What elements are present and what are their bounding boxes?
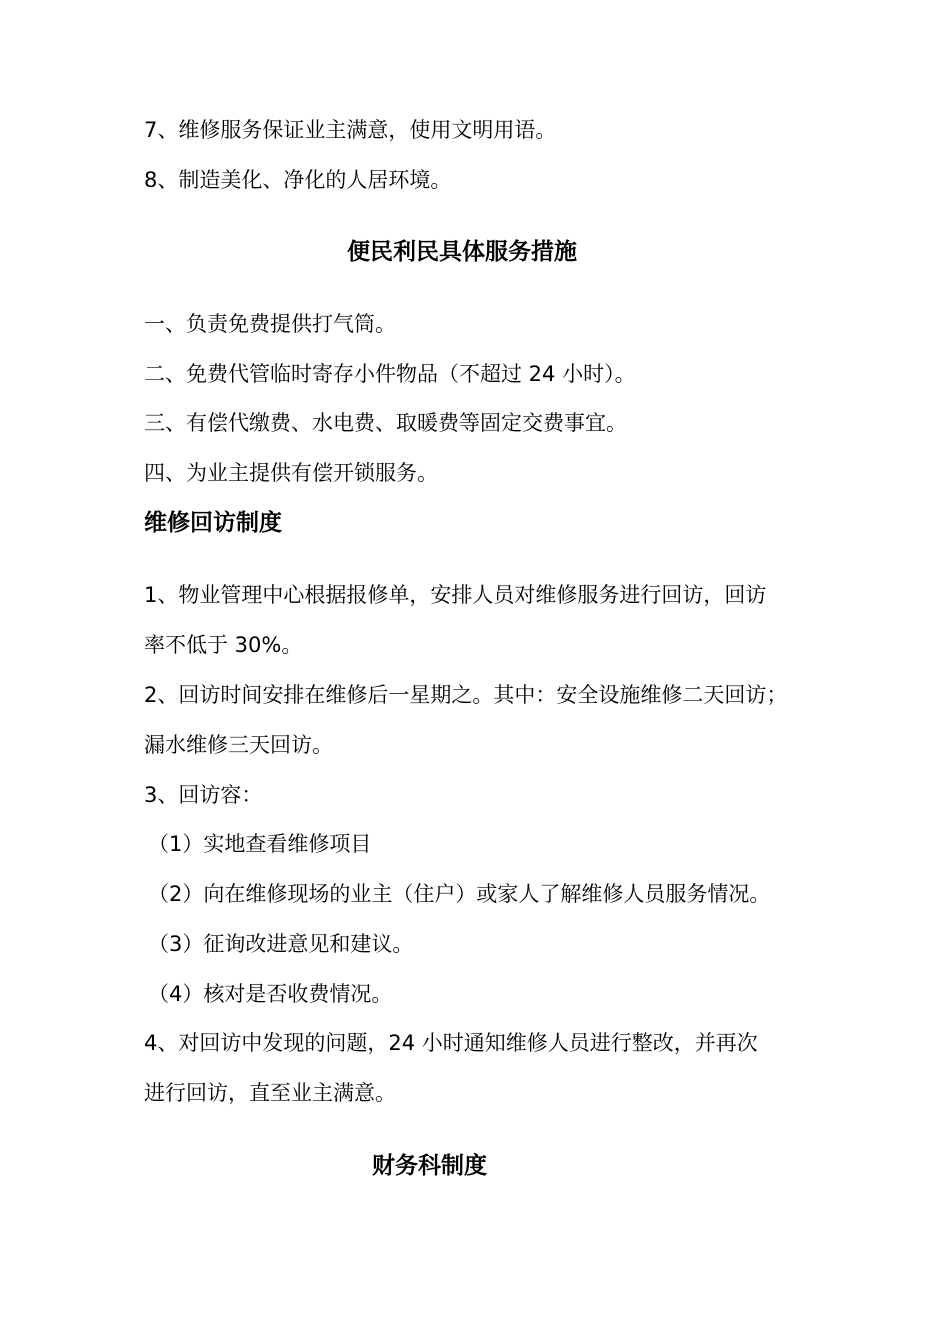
section-title-finance: 财务科制度 bbox=[372, 1153, 487, 1179]
followup-subitem-2: （2）向在维修现场的业主（住户）或家人了解维修人员服务情况。 bbox=[148, 882, 771, 906]
followup-line-4-cont: 进行回访，直至业主满意。 bbox=[144, 1081, 396, 1105]
followup-line-2-cont: 漏水维修三天回访。 bbox=[144, 733, 333, 757]
followup-subitem-3: （3）征询改进意见和建议。 bbox=[148, 932, 414, 956]
service-item-4: 四、为业主提供有偿开锁服务。 bbox=[144, 461, 438, 485]
followup-line-2: 2、回访时间安排在维修后一星期之。其中：安全设施维修二天回访； bbox=[144, 683, 788, 707]
followup-line-1: 1、物业管理中心根据报修单，安排人员对维修服务进行回访，回访 bbox=[144, 583, 767, 607]
list-item-7: 7、维修服务保证业主满意，使用文明用语。 bbox=[144, 118, 557, 142]
followup-line-3: 3、回访容： bbox=[144, 783, 263, 807]
followup-line-4: 4、对回访中发现的问题，24 小时通知维修人员进行整改，并再次 bbox=[144, 1031, 758, 1055]
followup-line-1-cont: 率不低于 30%。 bbox=[144, 633, 303, 657]
section-title-repair-followup: 维修回访制度 bbox=[144, 510, 282, 536]
followup-subitem-1: （1）实地查看维修项目 bbox=[148, 832, 372, 856]
list-item-8: 8、制造美化、净化的人居环境。 bbox=[144, 168, 452, 192]
service-item-2: 二、免费代管临时寄存小件物品（不超过 24 小时）。 bbox=[144, 362, 636, 386]
section-title-convenience-services: 便民利民具体服务措施 bbox=[347, 239, 577, 265]
service-item-1: 一、负责免费提供打气筒。 bbox=[144, 312, 396, 336]
service-item-3: 三、有偿代缴费、水电费、取暖费等固定交费事宜。 bbox=[144, 411, 627, 435]
followup-subitem-4: （4）核对是否收费情况。 bbox=[148, 982, 393, 1006]
